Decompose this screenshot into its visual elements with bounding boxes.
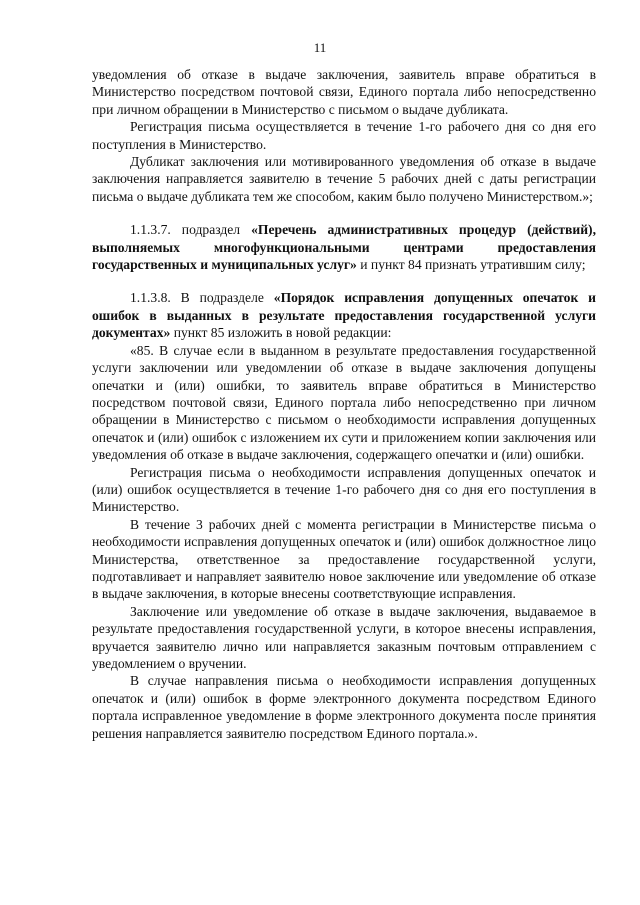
- paragraph: Регистрация письма осуществляется в течение 1-го рабочего дня со дня его поступления в Министерство.: [92, 119, 596, 152]
- subsection-item-1-1-3-7: [92, 221, 596, 273]
- paragraph: В течение 3 рабочих дней с момента регистрации в Министерстве письма о необходимости исправления допущенных опечаток и (или) ошибок должностное лицо Министерства, ответственное за предоставление государственной услуги, подготавливает и направляет заявителю новое заключение или уведомление об отказе в выдаче заключения, в которые внесены соответствующие исправления.: [92, 516, 596, 602]
- item-text: пункт 85 изложить в новой редакции:: [170, 325, 392, 341]
- paragraph: Дубликат заключения или мотивированного уведомления об отказе в выдаче заключения направляется заявителю в течение 5 рабочих дней с даты регистрации письма о выдаче дубликата тем же способом, каким было получено Министерством.»;: [92, 154, 596, 204]
- paragraph: Регистрация письма о необходимости исправления допущенных опечаток и (или) ошибок осуществляется в течение 1-го рабочего дня со дня его поступления в Министерство.: [92, 464, 596, 515]
- paragraph: уведомления об отказе в выдаче заключения, заявитель вправе обратиться в Министерство посредством почтовой связи, Единого портала либо непосредственно при личном обращении в Министерство с письмом о выдаче дубликата.: [92, 67, 596, 117]
- item-text: и пункт 84 признать утратившим силу;: [356, 257, 586, 273]
- subsection-title: «Перечень административных процедур (действий), выполняемых многофункциональными центрами предоставления государственных и муниципальных услуг»: [92, 222, 596, 273]
- paragraph: Заключение или уведомление об отказе в выдаче заключения, выдаваемое в результате предоставления государственной услуги, в которое внесены исправления, вручается заявителю лично или направляется заказным почтовым отправлением с уведомлением о вручении.: [92, 603, 596, 671]
- page-number: 11: [313, 40, 327, 55]
- document-body: [92, 66, 596, 742]
- subsection-title: «Порядок исправления допущенных опечаток и ошибок в выданных в результате предоставления государственной услуги документах»: [92, 290, 596, 341]
- paragraph: В случае направления письма о необходимости исправления допущенных опечаток и (или) ошибок в форме электронного документа посредством Единого портала исправленное уведомление в форме электронного документа после принятия решения направляется заявителю посредством Единого портала.».: [92, 673, 596, 741]
- subsection-item-1-1-3-8: [92, 289, 596, 341]
- item-text: 1.1.3.8. В подразделе: [130, 290, 274, 306]
- paragraph: «85. В случае если в выданном в результате предоставления государственной услуги заключении или уведомлении об отказе в выдаче заключения допущены опечатки и (или) ошибки, то заявитель вправе обратиться в Министерство посредством почтовой связи, Единого портала либо непосредственно при личном обращении в Министерство с письмом о необходимости исправления допущенных опечаток и (или) ошибок с изложением их сути и приложением копии заключения или уведомления об отказе в выдаче заключения, содержащего опечатки и (или) ошибки.: [92, 342, 596, 463]
- item-text: 1.1.3.7. подраздел: [130, 222, 252, 238]
